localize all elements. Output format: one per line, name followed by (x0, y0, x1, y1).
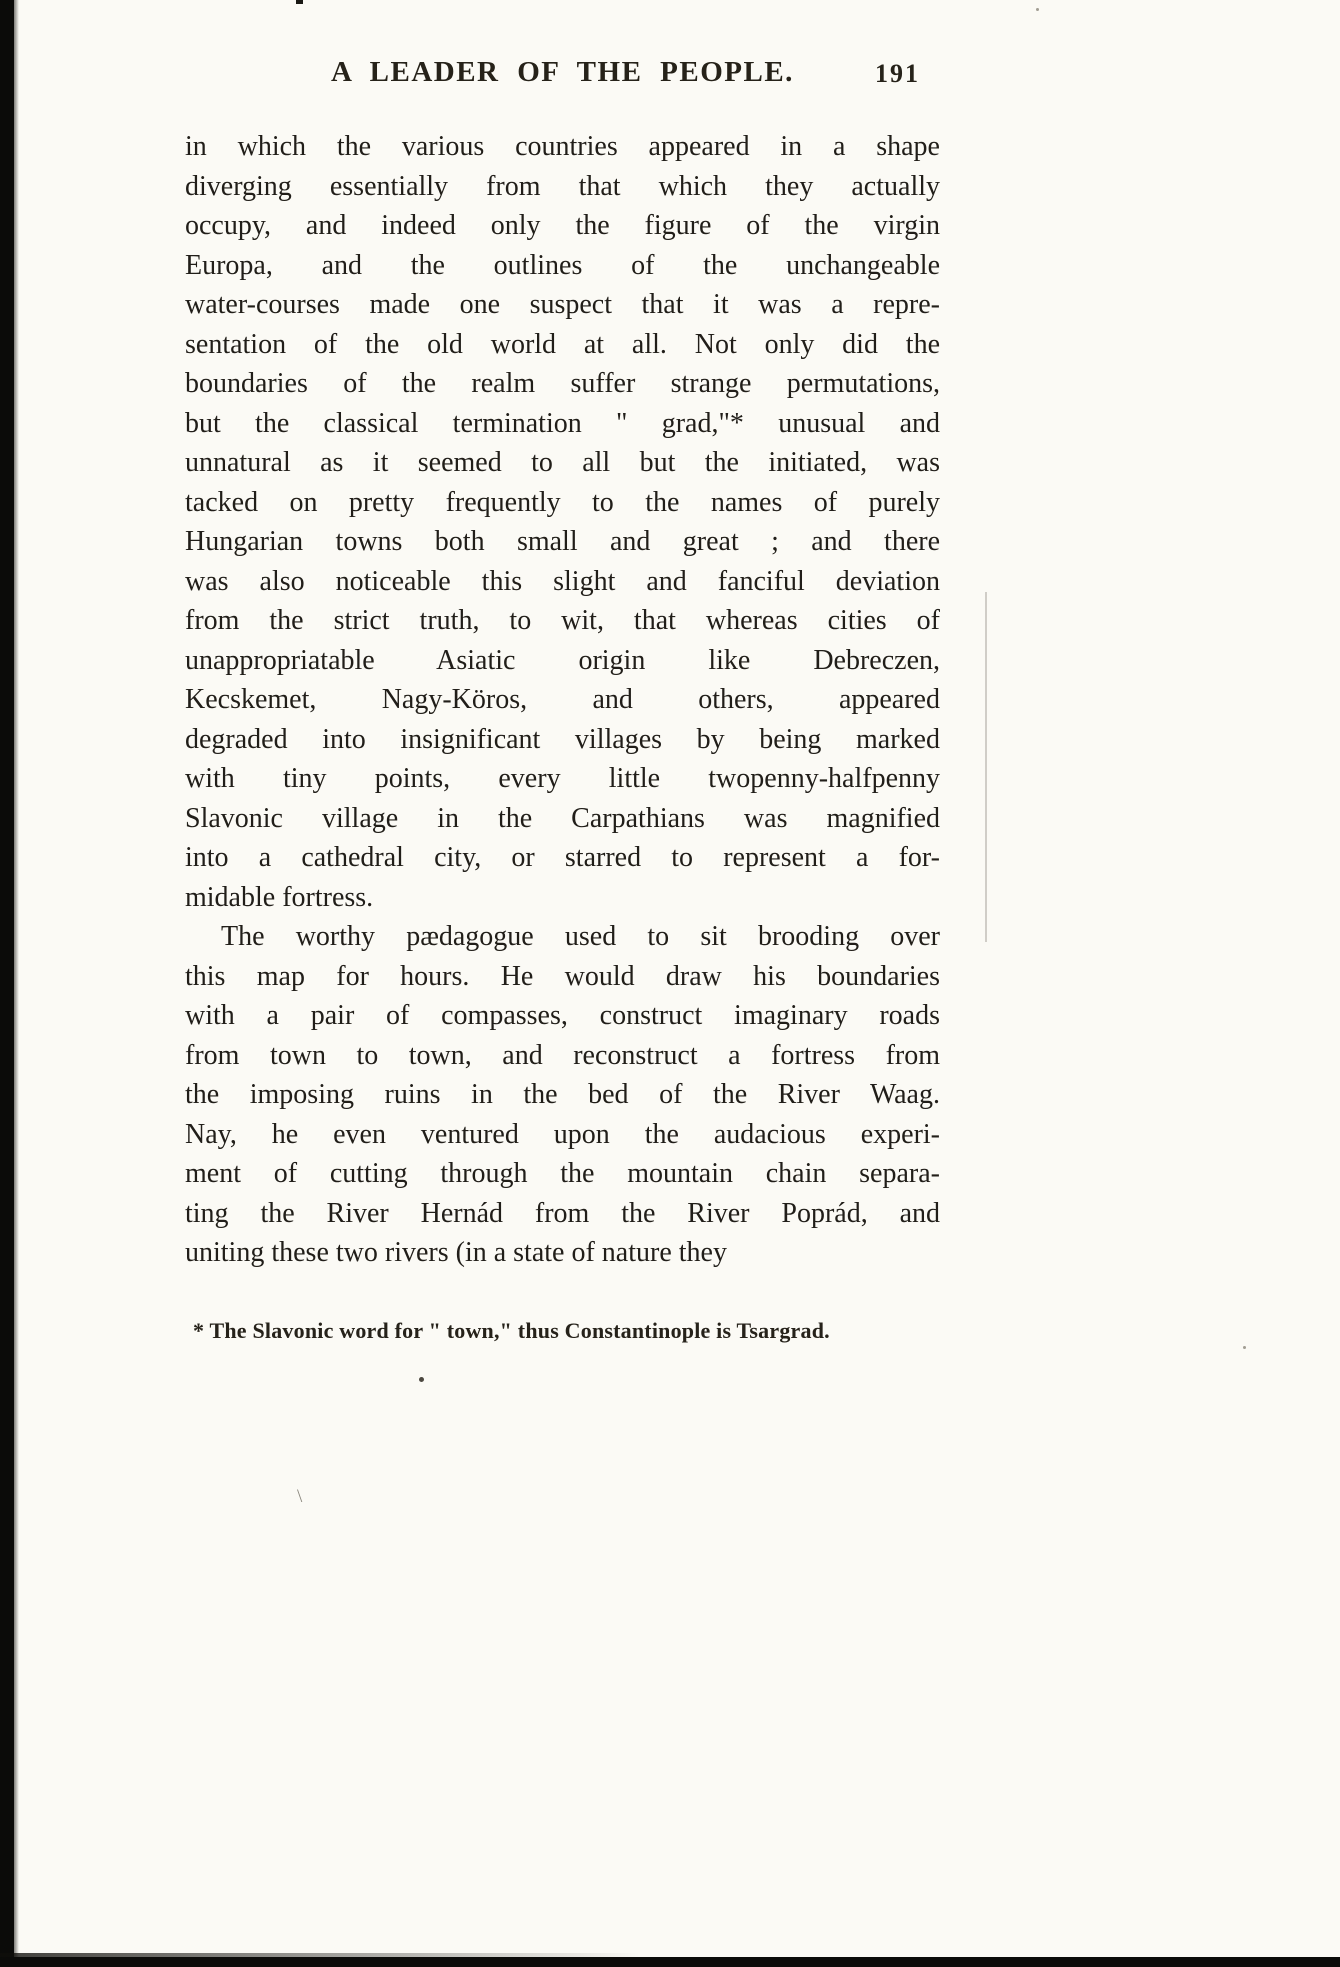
text-line: the imposing ruins in the bed of the River Waag. (185, 1079, 940, 1110)
text-line: Nay, he even ventured upon the audacious experi- (185, 1118, 940, 1150)
text-line: occupy, and indeed only the figure of the virgin (185, 210, 940, 241)
text-line: ting the River Hernád from the River Poprád, and (185, 1197, 940, 1229)
text-line: diverging essentially from that which they actually (185, 170, 940, 202)
text-line: degraded into insignificant villages by being marked (185, 723, 940, 755)
text-line: from town to town, and reconstruct a fortress from (185, 1039, 940, 1071)
text-line: midable fortress. (185, 881, 374, 913)
text-line: unnatural as it seemed to all but the initiated, was (185, 447, 940, 478)
text-line: Slavonic village in the Carpathians was magnified (185, 802, 940, 834)
body-text (185, 127, 940, 1273)
text-line: from the strict truth, to wit, that whereas cities of (185, 605, 940, 636)
text-line: with a pair of compasses, construct imaginary roads (185, 1000, 940, 1031)
text-line: in which the various countries appeared in a shape (185, 131, 940, 162)
text-line: Hungarian towns both small and great ; and there (185, 526, 940, 557)
text-line: boundaries of the realm suffer strange permutations, (185, 368, 940, 399)
text-line: Kecskemet, Nagy-Köros, and others, appeared (185, 684, 940, 715)
text-line: was also noticeable this slight and fanciful deviation (185, 565, 940, 597)
text-line: uniting these two rivers (in a state of nature they (185, 1237, 727, 1268)
text-line: water-courses made one suspect that it was a repre- (185, 289, 940, 320)
text-line: The worthy pædagogue used to sit brooding over (221, 921, 940, 952)
scan-edge-bottom (0, 1957, 1340, 1967)
scan-edge-left (0, 0, 14, 1967)
footnote: * The Slavonic word for " town," thus Constantinople is Tsargrad. (193, 1318, 830, 1343)
scan-dot-below-footnote (419, 1377, 424, 1382)
text-line: unappropriatable Asiatic origin like Debreczen, (185, 644, 940, 676)
paragraph (185, 917, 940, 1273)
page-number: 191 (875, 59, 920, 88)
text-line: with tiny points, every little twopenny-halfpenny (185, 763, 940, 794)
text-line: Europa, and the outlines of the unchangeable (185, 249, 940, 281)
text-line: tacked on pretty frequently to the names of purely (185, 486, 940, 518)
running-header (185, 56, 940, 96)
running-header-title: A LEADER OF THE PEOPLE. (331, 56, 794, 88)
scan-speck-top (296, 0, 303, 4)
text-line: but the classical termination " grad,"* unusual and (185, 407, 940, 439)
text-line: into a cathedral city, or starred to represent a for- (185, 842, 940, 873)
text-line: sentation of the old world at all. Not only did the (185, 328, 940, 360)
text-line: this map for hours. He would draw his boundaries (185, 960, 940, 992)
scan-dot-right-margin (1243, 1346, 1246, 1349)
text-line: ment of cutting through the mountain chain separa- (185, 1158, 940, 1189)
paragraph (185, 127, 940, 917)
scan-mark-backslash: \ (297, 1486, 303, 1507)
scan-line-right-margin (985, 592, 987, 942)
scan-dot-top-right (1036, 8, 1039, 11)
